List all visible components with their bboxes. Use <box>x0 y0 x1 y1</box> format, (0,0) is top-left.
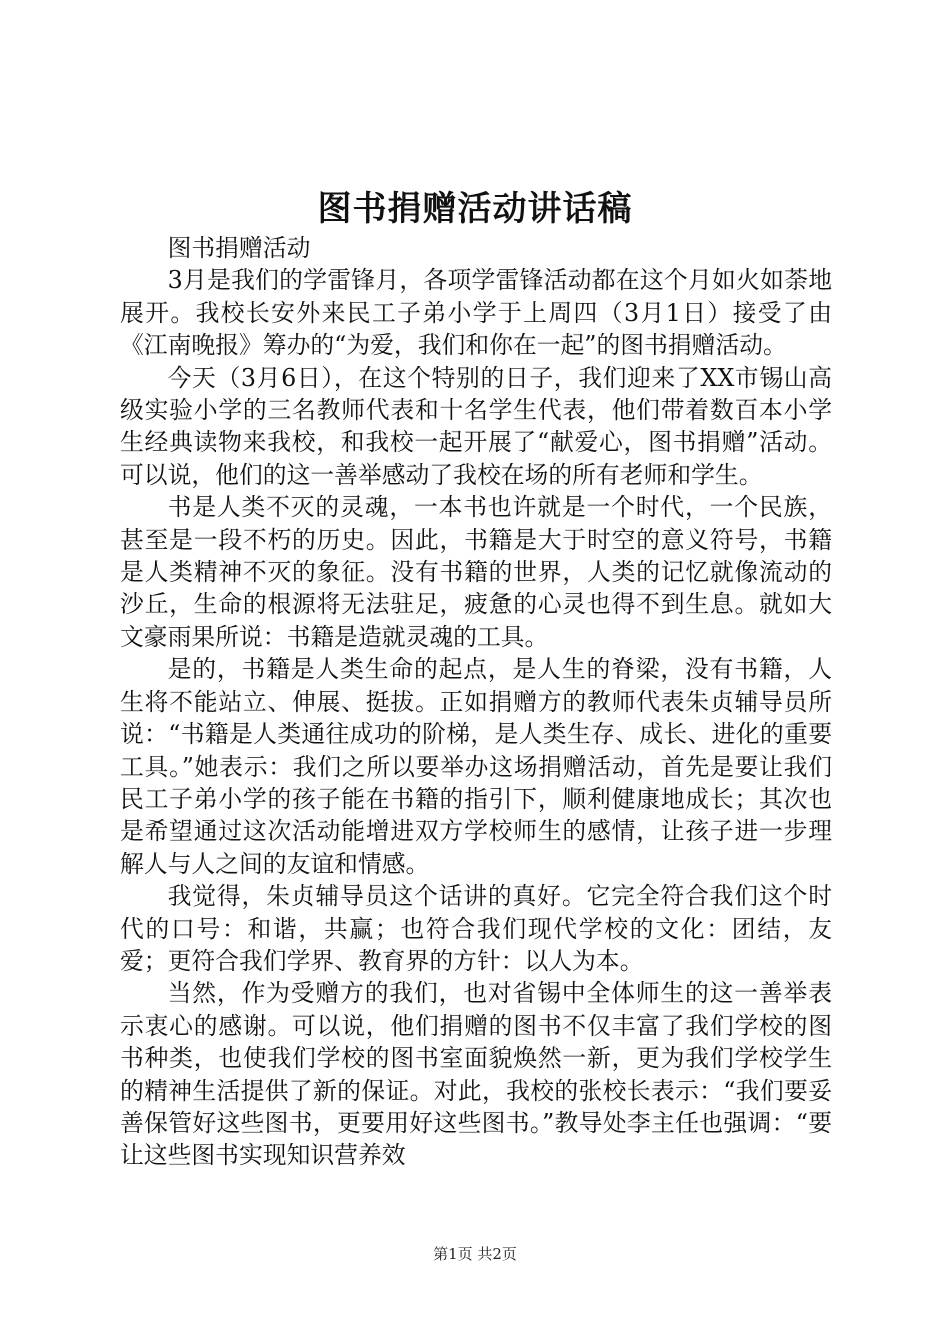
paragraph: 当然，作为受赠方的我们，也对省锡中全体师生的这一善举表示衷心的感谢。可以说，他们捐赠的图书不仅丰富了我们学校的图书种类，也使我们学校的图书室面貌焕然一新，更为我们学校学生的精神生活提供了新的保证。对此，我校的张校长表示：“我们要妥善保管好这些图书，更要用好这些图书。”教导处李主任也强调：“要让这些图书实现知识营养效 <box>120 979 832 1170</box>
document-body <box>120 232 832 1172</box>
paragraph: 是的，书籍是人类生命的起点，是人生的脊梁，没有书籍，人生将不能站立、伸展、挺拔。正如捐赠方的教师代表朱贞辅导员所说：“书籍是人类通往成功的阶梯，是人类生存、成长、进化的重要工具。”她表示：我们之所以要举办这场捐赠活动，首先是要让我们民工子弟小学的孩子能在书籍的指引下，顺利健康地成长；其次也是希望通过这次活动能增进双方学校师生的感情，让孩子进一步理解人与人之间的友谊和情感。 <box>120 655 832 878</box>
paragraph: 书是人类不灭的灵魂，一本书也许就是一个时代，一个民族，甚至是一段不朽的历史。因此，书籍是大于时空的意义符号，书籍是人类精神不灭的象征。没有书籍的世界，人类的记忆就像流动的沙丘，生命的根源将无法驻足，疲惫的心灵也得不到生息。就如大文豪雨果所说：书籍是造就灵魂的工具。 <box>120 493 832 651</box>
paragraph: 今天（3月6日），在这个特别的日子，我们迎来了XX市锡山高级实验小学的三名教师代表和十名学生代表，他们带着数百本小学生经典读物来我校，和我校一起开展了“献爱心，图书捐赠”活动。可以说，他们的这一善举感动了我校在场的所有老师和学生。 <box>120 363 832 489</box>
document-title: 图书捐赠活动讲话稿 <box>317 189 633 229</box>
paragraph: 我觉得，朱贞辅导员这个话讲的真好。它完全符合我们这个时代的口号：和谐，共赢；也符合我们现代学校的文化：团结，友爱；更符合我们学界、教育界的方针：以人为本。 <box>120 882 832 975</box>
page-number-footer: 第1页 共2页 <box>433 1245 517 1263</box>
paragraph: 3月是我们的学雷锋月，各项学雷锋活动都在这个月如火如荼地展开。我校长安外来民工子弟小学于上周四（3月1日）接受了由《江南晚报》筹办的“为爱，我们和你在一起”的图书捐赠活动。 <box>120 266 832 360</box>
paragraph: 图书捐赠活动 <box>167 234 311 262</box>
